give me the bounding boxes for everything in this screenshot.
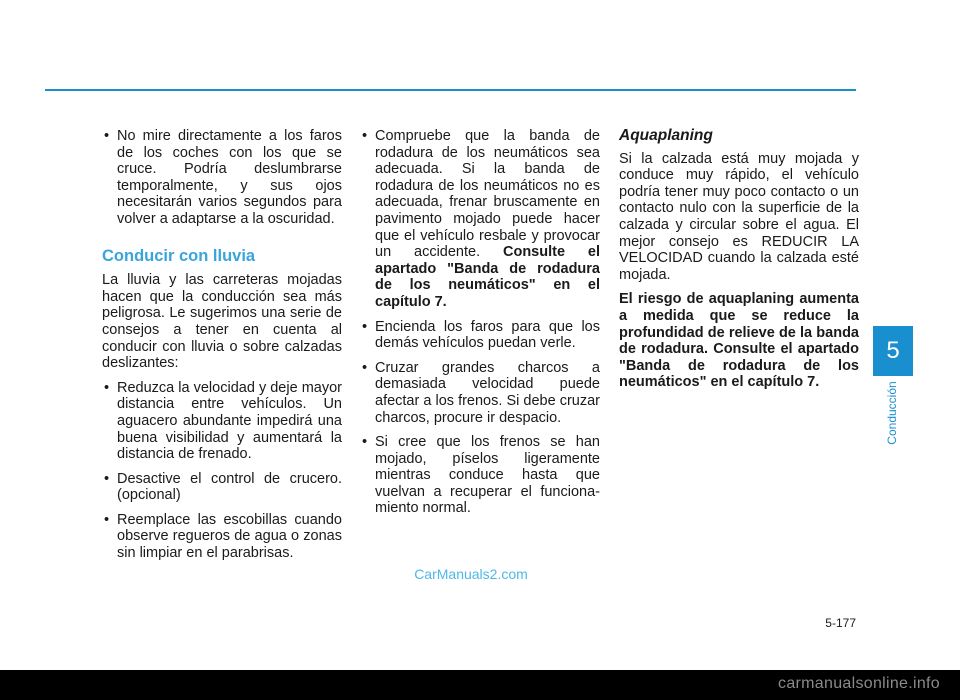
list-item: • No mire directamente a los faros de los coches con los que se cruce. Podría deslumbrarse temporalmente, y sus ojos necesitarán varios segundos para volver a adaptarse a la oscuridad. <box>102 128 342 228</box>
section-heading-aquaplaning: Aquaplaning <box>619 127 713 144</box>
watermark-text: CarManuals2.com <box>414 566 528 582</box>
list-item <box>360 128 600 311</box>
chapter-tab: 5 <box>873 326 913 376</box>
list-item: • Encienda los faros para que los demás vehículos puedan verle. <box>360 319 600 352</box>
aquaplaning-warning: El riesgo de aquaplaning aumenta a medida que se reduce la profundidad de relieve de la banda de rodadura. Consulte el apartado "Banda de rodadura de los neumáticos" en el capítulo 7. <box>619 291 859 391</box>
top-rule <box>45 89 856 91</box>
list-item: • Cruzar grandes charcos a demasiada velocidad puede afectar a los frenos. Si debe cruzar charcos, procure ir despacio. <box>360 360 600 426</box>
list-item: • Si cree que los frenos se han mojado, píselos ligeramente mientras conduce hasta que vuelvan a recuperar el funciona-miento normal. <box>360 434 600 517</box>
column-2 <box>360 128 600 525</box>
list-item: • Reduzca la velocidad y deje mayor distancia entre vehículos. Un aguacero abundante impedirá una buena visibilidad y aumentará la distancia de frenado. <box>102 380 342 463</box>
bullet-list <box>360 128 600 517</box>
column-3 <box>619 128 859 399</box>
page-number: 5-177 <box>825 616 856 630</box>
list-item-text: Compruebe que la banda de rodadura de los neumáticos sea adecuada. Si la banda de rodadura de los neumáticos no es adecuada, frenar bruscamente en pavimento mojado puede hacer que el vehículo resbale y provocar un accidente. <box>375 128 600 261</box>
footer-text: carmanualsonline.info <box>778 675 940 692</box>
intro-paragraph: La lluvia y las carreteras mojadas hacen que la conducción sea más peligrosa. Le sugerimos una serie de consejos a tener en cuenta al conducir con lluvia o sobre calzadas deslizantes: <box>102 272 342 372</box>
list-item: • Desactive el control de crucero. (opcional) <box>102 471 342 504</box>
bullet-list <box>102 128 342 228</box>
aquaplaning-paragraph: Si la calzada está muy mojada y conduce muy rápido, el vehículo podría tener muy poco contacto o un contacto nulo con la superficie de la calzada y circular sobre el agua. El mejor consejo es REDUCIR LA VELOCIDAD cuando la calzada esté mojada. <box>619 150 859 283</box>
chapter-label-text: Conducción <box>885 381 899 445</box>
chapter-label <box>882 380 902 446</box>
list-item: • Reemplace las escobillas cuando observe regueros de agua o zonas sin limpiar en el parabrisas. <box>102 512 342 562</box>
bullet-list <box>102 380 342 562</box>
footer-bar <box>0 670 960 700</box>
watermark <box>0 566 960 582</box>
column-1 <box>102 128 342 570</box>
section-heading-lluvia: Conducir con lluvia <box>102 246 256 265</box>
cross-reference: Consulte el apartado "Banda de rodadura de los neumáticos" en el capítulo 7. <box>375 244 600 310</box>
